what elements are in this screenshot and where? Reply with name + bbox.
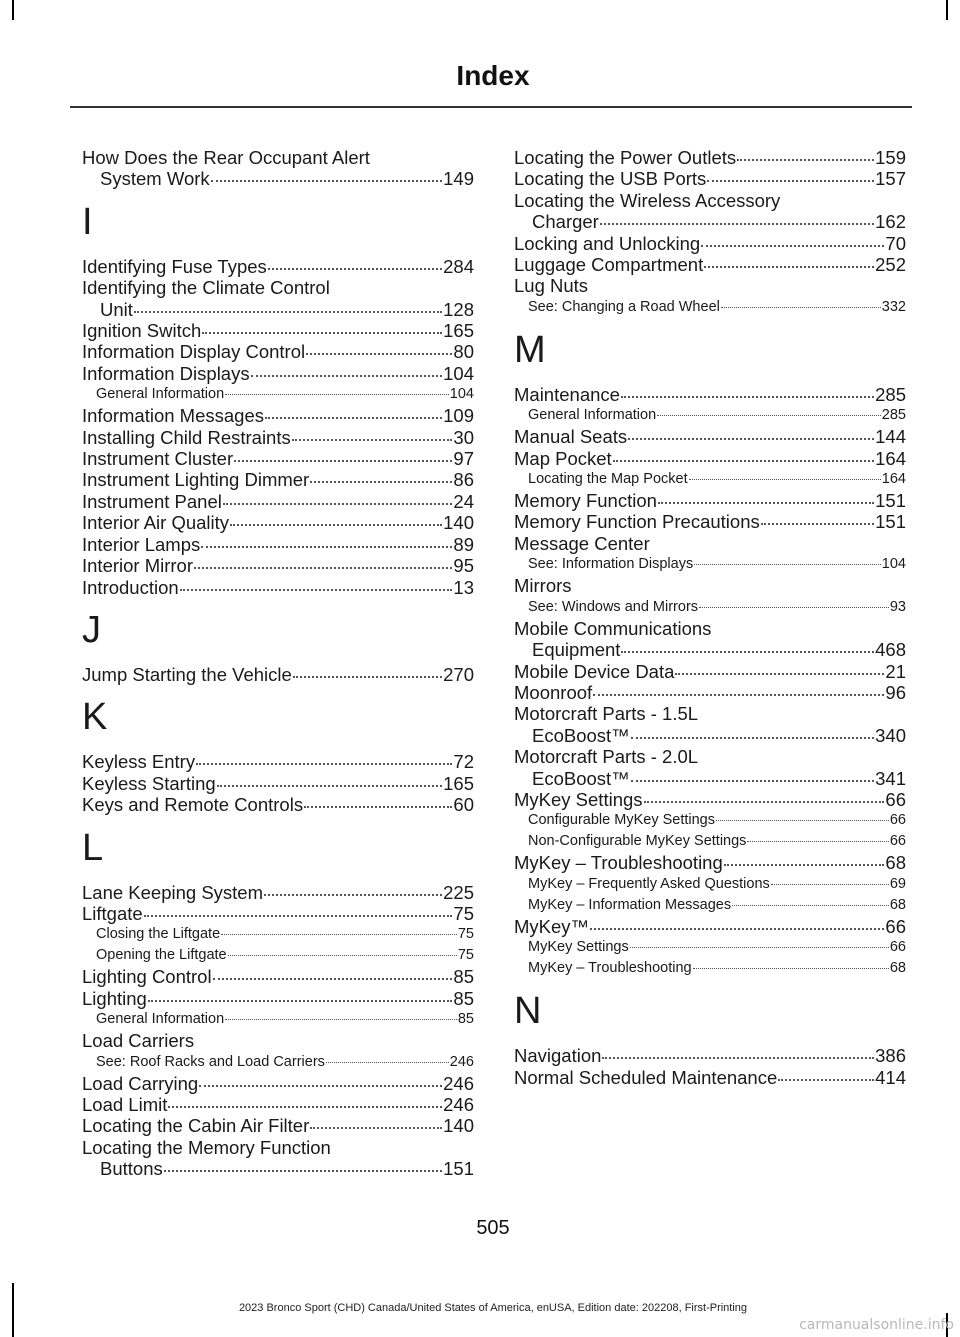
entry-text: General Information	[96, 386, 225, 403]
entry-page: 93	[889, 598, 906, 615]
section-letter: I	[82, 200, 93, 243]
leader-dots	[621, 651, 874, 653]
entry-page: 270	[443, 663, 474, 685]
entry-text: Load Limit	[82, 1093, 168, 1115]
entry-text: Locating the Power Outlets	[514, 147, 737, 168]
leader-dots	[225, 394, 449, 395]
leader-dots	[621, 396, 874, 398]
index-entry[interactable]	[82, 1094, 474, 1115]
index-entry-first-line[interactable]: Motorcraft Parts - 2.0L	[514, 746, 699, 768]
entry-page: 285	[881, 407, 906, 424]
entry-text: Normal Scheduled Maintenance	[514, 1066, 778, 1088]
index-heading: Message Center	[514, 532, 650, 554]
entry-text: Instrument Lighting Dimmer	[82, 469, 310, 491]
index-entry[interactable]	[82, 577, 474, 598]
entry-page: 246	[443, 1072, 474, 1094]
index-entry-first-line[interactable]: Motorcraft Parts - 1.5L	[514, 703, 699, 725]
entry-page: 144	[875, 426, 906, 448]
entry-page: 75	[453, 902, 474, 924]
entry-text: See: Information Displays	[528, 556, 694, 573]
entry-page: 21	[885, 660, 906, 682]
section-letter: M	[514, 328, 546, 371]
watermark: carmanualsonline.info	[799, 1317, 954, 1333]
entry-text: Maintenance	[514, 383, 620, 405]
leader-dots	[724, 864, 885, 866]
entry-page: 70	[885, 232, 906, 254]
leader-dots	[761, 523, 874, 525]
entry-page: 97	[453, 448, 474, 470]
entry-text: Interior Air Quality	[82, 512, 230, 534]
leader-dots	[689, 479, 881, 480]
entry-text: Mobile Device Data	[514, 660, 675, 682]
entry-page: 109	[443, 405, 474, 427]
leader-dots	[304, 806, 452, 808]
index-entry[interactable]	[514, 168, 906, 189]
entry-page: 104	[443, 362, 474, 384]
entry-page: 164	[881, 471, 906, 488]
index-entry[interactable]	[82, 664, 474, 685]
entry-page: 104	[449, 386, 474, 403]
entry-page: 66	[885, 788, 906, 810]
leader-dots	[196, 763, 452, 765]
entry-page: 66	[889, 939, 906, 956]
index-entry-first-line[interactable]: Identifying the Climate Control	[82, 277, 330, 299]
leader-dots	[658, 502, 874, 504]
leader-dots	[600, 223, 874, 225]
leader-dots	[180, 589, 453, 591]
entry-page: 151	[443, 1158, 474, 1180]
entry-text: Equipment	[532, 639, 621, 661]
entry-text: See: Changing a Road Wheel	[528, 298, 720, 315]
leader-dots	[310, 1127, 442, 1129]
index-subentry[interactable]	[514, 405, 906, 426]
entry-text: See: Roof Racks and Load Carriers	[96, 1053, 325, 1070]
entry-text: Instrument Panel	[82, 490, 222, 512]
leader-dots	[701, 245, 884, 247]
entry-page: 332	[881, 298, 906, 315]
entry-text: General Information	[96, 1011, 225, 1028]
index-subentry[interactable]	[82, 945, 474, 966]
entry-text: MyKey™	[514, 915, 590, 937]
entry-page: 80	[453, 341, 474, 363]
entry-page: 75	[457, 926, 474, 943]
section-letter: J	[82, 608, 101, 651]
index-entry[interactable]	[514, 852, 906, 873]
entry-text: Locating the Map Pocket	[528, 471, 688, 488]
leader-dots	[675, 673, 884, 675]
leader-dots	[199, 1085, 442, 1087]
entry-text: Closing the Liftgate	[96, 926, 221, 943]
index-entry[interactable]	[514, 1045, 906, 1066]
index-subentry[interactable]	[514, 597, 906, 618]
index-entry[interactable]	[514, 233, 906, 254]
entry-text: Locating the Cabin Air Filter	[82, 1115, 310, 1137]
entry-text: Identifying Fuse Types	[82, 255, 267, 277]
entry-page: 159	[875, 147, 906, 168]
leader-dots	[771, 884, 889, 885]
index-subentry[interactable]	[514, 469, 906, 490]
leader-dots	[631, 737, 874, 739]
entry-text: EcoBoost™	[532, 724, 630, 746]
index-entry[interactable]	[514, 490, 906, 511]
entry-text: Keyless Entry	[82, 751, 196, 773]
section-letter: L	[82, 826, 104, 869]
entry-text: MyKey – Frequently Asked Questions	[528, 875, 770, 892]
entry-text: See: Windows and Mirrors	[528, 598, 699, 615]
entry-page: 66	[889, 812, 906, 829]
index-entry[interactable]	[514, 682, 906, 703]
entry-page: 68	[885, 852, 906, 874]
entry-page: 284	[443, 255, 474, 277]
index-entry[interactable]	[514, 384, 906, 405]
index-entry-continuation[interactable]	[82, 1158, 474, 1179]
index-entry[interactable]	[82, 512, 474, 533]
entry-text: Interior Lamps	[82, 533, 201, 555]
index-entry[interactable]	[82, 966, 474, 987]
entry-text: MyKey – Troubleshooting	[514, 852, 723, 874]
leader-dots	[310, 481, 452, 483]
leader-dots	[644, 801, 885, 803]
index-entry[interactable]	[82, 773, 474, 794]
leader-dots	[268, 268, 442, 270]
entry-page: 468	[875, 639, 906, 661]
index-entry[interactable]	[82, 256, 474, 277]
entry-page: 72	[453, 751, 474, 773]
crop-mark-top-right	[946, 0, 948, 20]
leader-dots	[217, 785, 442, 787]
entry-page: 386	[875, 1045, 906, 1067]
entry-text: Map Pocket	[514, 447, 612, 469]
leader-dots	[704, 266, 874, 268]
entry-page: 162	[875, 211, 906, 233]
index-entry-continuation[interactable]	[82, 168, 474, 189]
section-letter: K	[82, 696, 108, 739]
leader-dots	[225, 1019, 457, 1020]
leader-dots	[707, 180, 874, 182]
leader-dots	[144, 915, 453, 917]
entry-text: Load Carrying	[82, 1072, 199, 1094]
leader-dots	[134, 311, 442, 313]
entry-page: 140	[443, 512, 474, 534]
entry-text: MyKey Settings	[528, 939, 629, 956]
entry-text: Navigation	[514, 1045, 602, 1067]
index-entry[interactable]	[82, 320, 474, 341]
entry-text: Unit	[100, 298, 133, 320]
index-entry[interactable]	[82, 405, 474, 426]
index-subentry[interactable]	[514, 895, 906, 916]
index-entry[interactable]	[514, 661, 906, 682]
leader-dots	[201, 546, 452, 548]
entry-page: 285	[875, 383, 906, 405]
leader-dots	[202, 332, 442, 334]
entry-page: 164	[875, 447, 906, 469]
entry-text: Information Display Control	[82, 341, 306, 363]
leader-dots	[631, 780, 874, 782]
entry-page: 341	[875, 767, 906, 789]
index-entry[interactable]	[82, 448, 474, 469]
leader-dots	[228, 955, 457, 956]
entry-text: Buttons	[100, 1158, 163, 1180]
leader-dots	[326, 1062, 449, 1063]
leader-dots	[194, 567, 452, 569]
entry-text: General Information	[528, 407, 657, 424]
entry-text: Configurable MyKey Settings	[528, 812, 715, 829]
entry-page: 165	[443, 772, 474, 794]
section-letter: N	[514, 990, 542, 1033]
leader-dots	[721, 307, 881, 308]
entry-page: 68	[889, 960, 906, 977]
entry-page: 86	[453, 469, 474, 491]
entry-page: 340	[875, 724, 906, 746]
leader-dots	[747, 841, 888, 842]
page-title: Index	[456, 60, 530, 91]
entry-page: 85	[457, 1011, 474, 1028]
entry-text: Interior Mirror	[82, 555, 194, 577]
entry-text: Instrument Cluster	[82, 448, 234, 470]
leader-dots	[693, 968, 889, 969]
entry-text: Installing Child Restraints	[82, 426, 291, 448]
index-entry[interactable]	[82, 751, 474, 772]
entry-text: Keyless Starting	[82, 772, 216, 794]
entry-page: 95	[453, 555, 474, 577]
entry-page: 75	[457, 947, 474, 964]
entry-page: 66	[885, 915, 906, 937]
entry-page: 85	[453, 987, 474, 1009]
entry-text: Lane Keeping System	[82, 881, 264, 903]
index-entry[interactable]	[82, 903, 474, 924]
entry-page: 140	[443, 1115, 474, 1137]
entry-page: 225	[443, 881, 474, 903]
index-column-left	[82, 147, 474, 1180]
entry-text: Opening the Liftgate	[96, 947, 227, 964]
index-entry-first-line[interactable]: Locating the Memory Function	[82, 1136, 331, 1158]
entry-text: MyKey – Troubleshooting	[528, 960, 692, 977]
entry-page: 165	[443, 320, 474, 342]
entry-page: 151	[875, 490, 906, 512]
entry-page: 60	[453, 794, 474, 816]
entry-text: Ignition Switch	[82, 320, 202, 342]
leader-dots	[602, 1057, 874, 1059]
entry-text: Luggage Compartment	[514, 254, 704, 276]
leader-dots	[293, 676, 442, 678]
entry-page: 252	[875, 254, 906, 276]
index-entry-continuation[interactable]	[514, 211, 906, 232]
crop-mark-top-left	[12, 0, 14, 20]
index-entry[interactable]	[82, 341, 474, 362]
leader-dots	[164, 1170, 442, 1172]
leader-dots	[657, 415, 881, 416]
index-entry[interactable]	[82, 1073, 474, 1094]
entry-page: 96	[885, 681, 906, 703]
index-entry[interactable]	[82, 555, 474, 576]
entry-text: Lighting Control	[82, 966, 212, 988]
index-entry-first-line[interactable]: Mobile Communications	[514, 617, 712, 639]
index-subentry[interactable]	[514, 937, 906, 958]
entry-page: 30	[453, 426, 474, 448]
index-entry[interactable]	[82, 988, 474, 1009]
index-entry[interactable]	[82, 534, 474, 555]
entry-page: 13	[453, 576, 474, 598]
index-entry-first-line[interactable]: Locating the Wireless Accessory	[514, 189, 781, 211]
index-entry[interactable]	[514, 916, 906, 937]
index-entry-continuation[interactable]	[514, 725, 906, 746]
index-entry[interactable]	[514, 1067, 906, 1088]
leader-dots	[213, 978, 453, 980]
index-subentry[interactable]	[514, 874, 906, 895]
entry-text: Information Displays	[82, 362, 250, 384]
entry-text: Charger	[532, 211, 599, 233]
entry-text: Jump Starting the Vehicle	[82, 663, 292, 685]
leader-dots	[590, 928, 884, 930]
leader-dots	[223, 503, 453, 505]
page-number: 505	[476, 1217, 510, 1239]
index-entry[interactable]	[514, 426, 906, 447]
leader-dots	[306, 353, 452, 355]
leader-dots	[694, 564, 881, 565]
index-entry[interactable]	[514, 147, 906, 168]
entry-text: Non-Configurable MyKey Settings	[528, 833, 747, 850]
entry-page: 89	[453, 533, 474, 555]
index-heading: Load Carriers	[82, 1030, 195, 1052]
index-heading: Lug Nuts	[514, 275, 589, 297]
entry-text: Manual Seats	[514, 426, 628, 448]
entry-text: MyKey Settings	[514, 788, 643, 810]
leader-dots	[778, 1079, 874, 1081]
index-entry[interactable]	[514, 448, 906, 469]
leader-dots	[737, 159, 874, 161]
entry-text: Memory Function	[514, 490, 657, 512]
index-subentry[interactable]	[514, 810, 906, 831]
entry-page: 246	[449, 1053, 474, 1070]
entry-page: 149	[443, 168, 474, 190]
entry-text: EcoBoost™	[532, 767, 630, 789]
leader-dots	[716, 820, 889, 821]
entry-page: 104	[881, 556, 906, 573]
index-entry[interactable]	[82, 363, 474, 384]
leader-dots	[230, 524, 442, 526]
index-subentry[interactable]	[82, 1052, 474, 1073]
entry-page: 151	[875, 511, 906, 533]
entry-page: 157	[875, 168, 906, 190]
entry-page: 85	[453, 966, 474, 988]
leader-dots	[234, 460, 452, 462]
index-subentry[interactable]	[82, 1009, 474, 1030]
entry-page: 66	[889, 833, 906, 850]
leader-dots	[211, 180, 442, 182]
edition-footer: 2023 Bronco Sport (CHD) Canada/United States of America, enUSA, Edition date: 202208, First-Printing	[238, 1302, 748, 1314]
leader-dots	[221, 934, 457, 935]
leader-dots	[593, 694, 884, 696]
leader-dots	[265, 417, 442, 419]
leader-dots	[699, 607, 889, 608]
leader-dots	[168, 1106, 442, 1108]
index-entry-continuation[interactable]	[514, 639, 906, 660]
entry-text: Information Messages	[82, 405, 265, 427]
entry-text: Liftgate	[82, 902, 143, 924]
index-subentry[interactable]	[82, 384, 474, 405]
index-entry[interactable]	[514, 789, 906, 810]
entry-text: System Work	[100, 168, 210, 190]
index-entry-first-line[interactable]: How Does the Rear Occupant Alert	[82, 147, 370, 168]
index-entry[interactable]	[514, 511, 906, 532]
index-subentry[interactable]	[514, 297, 906, 318]
entry-text: MyKey – Information Messages	[528, 896, 732, 913]
title-divider	[70, 106, 912, 108]
entry-text: Keys and Remote Controls	[82, 794, 304, 816]
index-subentry[interactable]	[514, 831, 906, 852]
leader-dots	[613, 460, 874, 462]
entry-text: Lighting	[82, 987, 147, 1009]
entry-page: 414	[875, 1066, 906, 1088]
leader-dots	[732, 905, 889, 906]
index-column-right	[514, 147, 906, 1088]
index-entry[interactable]	[82, 427, 474, 448]
leader-dots	[628, 438, 874, 440]
index-entry[interactable]	[82, 794, 474, 815]
entry-page: 68	[889, 896, 906, 913]
index-subentry[interactable]	[514, 958, 906, 979]
leader-dots	[264, 894, 442, 896]
entry-page: 24	[453, 490, 474, 512]
leader-dots	[630, 947, 889, 948]
entry-page: 246	[443, 1093, 474, 1115]
index-subentry[interactable]	[82, 924, 474, 945]
index-entry[interactable]	[82, 882, 474, 903]
leader-dots	[148, 1000, 453, 1002]
entry-text: Introduction	[82, 576, 179, 598]
entry-page: 128	[443, 298, 474, 320]
index-entry[interactable]	[514, 254, 906, 275]
index-entry-continuation[interactable]	[514, 768, 906, 789]
entry-page: 69	[889, 875, 906, 892]
index-heading: Mirrors	[514, 575, 572, 597]
entry-text: Locating the USB Ports	[514, 168, 707, 190]
index-entry[interactable]	[82, 469, 474, 490]
index-entry-continuation[interactable]	[82, 299, 474, 320]
index-entry[interactable]	[82, 491, 474, 512]
entry-text: Locking and Unlocking	[514, 232, 701, 254]
entry-text: Moonroof	[514, 681, 593, 703]
leader-dots	[251, 375, 443, 377]
entry-text: Memory Function Precautions	[514, 511, 760, 533]
index-subentry[interactable]	[514, 554, 906, 575]
leader-dots	[292, 439, 453, 441]
index-entry[interactable]	[82, 1115, 474, 1136]
